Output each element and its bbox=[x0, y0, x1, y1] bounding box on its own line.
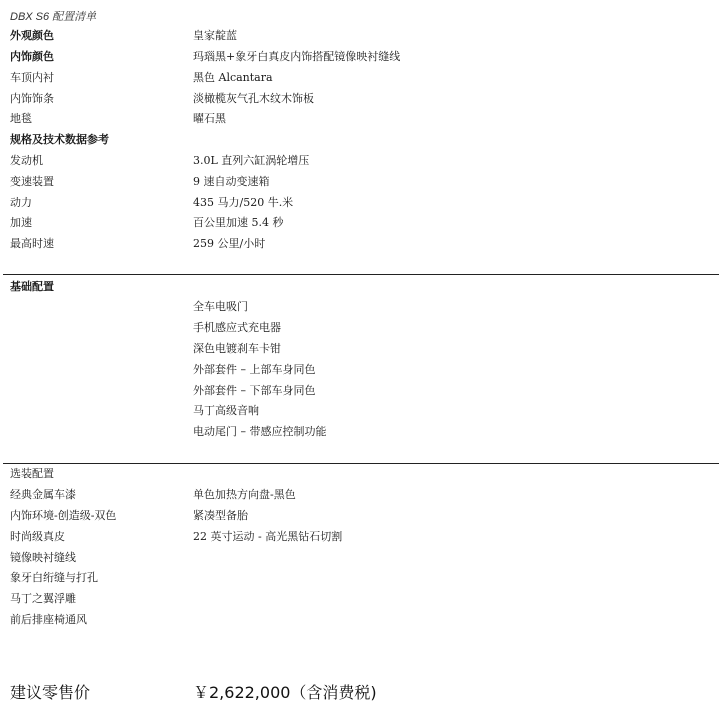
base-heading: 基础配置 bbox=[10, 280, 54, 293]
list-item bbox=[10, 485, 720, 505]
spec-row bbox=[10, 234, 720, 254]
option-right-item: 22 英寸运动 - 高光黑钻石切割 bbox=[193, 530, 343, 543]
specs-heading-row bbox=[10, 130, 720, 150]
headliner-row bbox=[10, 68, 720, 88]
list-item bbox=[10, 548, 720, 568]
specs-heading: 规格及技术数据参考 bbox=[10, 133, 109, 146]
base-item: 深色电镀刹车卡钳 bbox=[193, 342, 281, 355]
base-item: 全车电吸门 bbox=[193, 300, 248, 313]
headliner-label: 车顶内衬 bbox=[10, 71, 54, 84]
base-item: 外部套件 – 下部车身同色 bbox=[193, 384, 316, 397]
spec-row bbox=[10, 172, 720, 192]
options-heading-row bbox=[10, 464, 720, 484]
interior-color-value: 玛瑙黑+象牙白真皮内饰搭配镜像映衬缝线 bbox=[193, 50, 401, 63]
trim-label: 内饰饰条 bbox=[10, 92, 54, 105]
list-item bbox=[10, 401, 720, 421]
carpet-label: 地毯 bbox=[10, 112, 32, 125]
option-left-item: 镜像映衬缝线 bbox=[10, 551, 76, 564]
option-left-item: 前后排座椅通风 bbox=[10, 613, 87, 626]
exterior-color-row bbox=[10, 26, 720, 46]
spec-row bbox=[10, 213, 720, 233]
base-item: 外部套件 – 上部车身同色 bbox=[193, 363, 316, 376]
interior-color-row bbox=[10, 47, 720, 67]
carpet-value: 曜石黑 bbox=[193, 112, 226, 125]
list-item bbox=[10, 297, 720, 317]
carpet-row bbox=[10, 109, 720, 129]
option-left-item: 经典金属车漆 bbox=[10, 488, 76, 501]
option-left-item: 马丁之翼浮雕 bbox=[10, 592, 76, 605]
page-title: DBX S6 配置清单 bbox=[10, 11, 97, 23]
list-item bbox=[10, 610, 720, 630]
spec-label: 发动机 bbox=[10, 154, 43, 167]
spec-label: 最高时速 bbox=[10, 237, 54, 250]
price-label: 建议零售价 bbox=[10, 683, 91, 702]
headliner-value: 黑色 Alcantara bbox=[193, 71, 273, 84]
spec-label: 动力 bbox=[10, 196, 32, 209]
interior-color-label: 内饰颜色 bbox=[10, 50, 54, 63]
price-row bbox=[10, 680, 720, 706]
price-value: ￥2,622,000（含消费税) bbox=[193, 683, 377, 702]
spec-value: 259 公里/小时 bbox=[193, 237, 266, 250]
list-item bbox=[10, 506, 720, 526]
base-heading-row bbox=[10, 277, 720, 297]
list-item bbox=[10, 381, 720, 401]
options-heading: 选装配置 bbox=[10, 467, 54, 480]
base-item: 电动尾门 – 带感应控制功能 bbox=[193, 425, 327, 438]
base-item: 马丁高级音响 bbox=[193, 404, 259, 417]
list-item bbox=[10, 527, 720, 547]
spec-label: 变速装置 bbox=[10, 175, 54, 188]
spec-value: 435 马力/520 牛.米 bbox=[193, 196, 294, 209]
list-item bbox=[10, 318, 720, 338]
option-left-item: 象牙白绗缝与打孔 bbox=[10, 571, 98, 584]
spec-value: 百公里加速 5.4 秒 bbox=[193, 216, 284, 229]
exterior-color-label: 外观颜色 bbox=[10, 29, 54, 42]
option-right-item: 单色加热方向盘-黑色 bbox=[193, 488, 296, 501]
trim-value: 淡橄榄灰气孔木纹木饰板 bbox=[193, 92, 314, 105]
option-left-item: 时尚级真皮 bbox=[10, 530, 65, 543]
list-item bbox=[10, 568, 720, 588]
option-left-item: 内饰环境-创造级-双色 bbox=[10, 509, 117, 522]
list-item bbox=[10, 589, 720, 609]
list-item bbox=[10, 422, 720, 442]
spec-row bbox=[10, 151, 720, 171]
base-item: 手机感应式充电器 bbox=[193, 321, 281, 334]
option-right-item: 紧凑型备胎 bbox=[193, 509, 248, 522]
list-item bbox=[10, 360, 720, 380]
list-item bbox=[10, 339, 720, 359]
spec-value: 3.0L 直列六缸涡轮增压 bbox=[193, 154, 310, 167]
spec-value: 9 速自动变速箱 bbox=[193, 175, 270, 188]
spec-label: 加速 bbox=[10, 216, 32, 229]
spec-row bbox=[10, 193, 720, 213]
exterior-color-value: 皇家靛蓝 bbox=[193, 29, 237, 42]
trim-row bbox=[10, 89, 720, 109]
section-divider bbox=[3, 274, 719, 275]
